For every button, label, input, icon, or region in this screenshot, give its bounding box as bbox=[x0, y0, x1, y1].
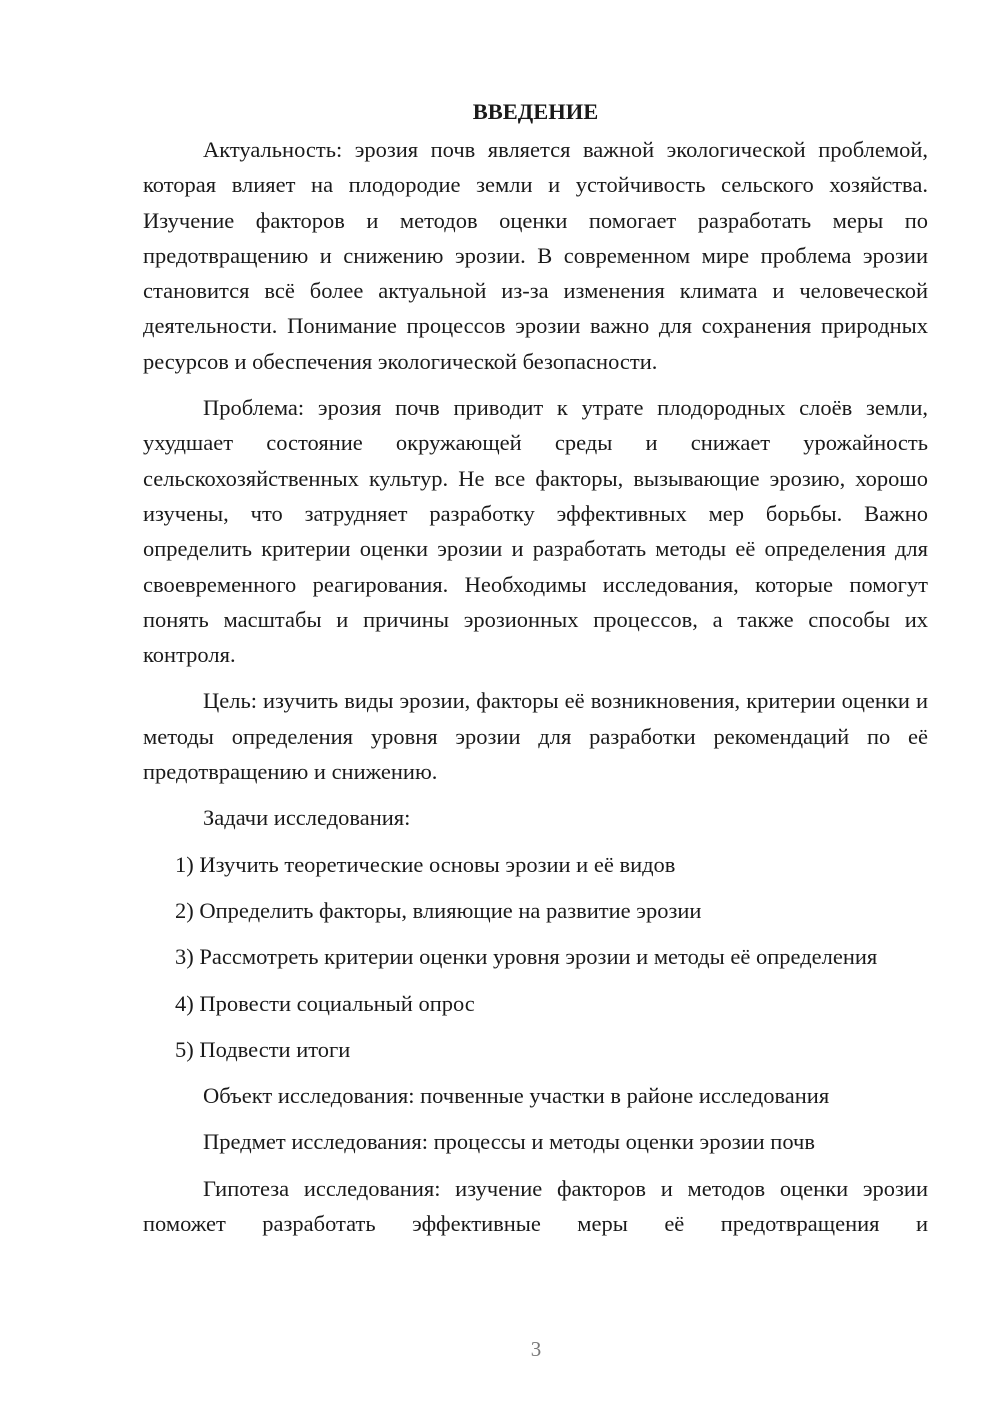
relevance-paragraph: Актуальность: эрозия почв является важной экологической проблемой, которая влияет на плодородие земли и устойчивость сельского хозяйства. Изучение факторов и методов оценки помогает разработать меры по предотвращению и снижению эрозии. В современном мире проблема эрозии становится всё более актуальной из-за изменения климата и человеческой деятельности. Понимание процессов эрозии важно для сохранения природных ресурсов и обеспечения экологической безопасности. bbox=[143, 137, 928, 374]
task-item: 3) Рассмотреть критерии оценки уровня эрозии и методы её определения bbox=[175, 944, 878, 970]
task-item: 2) Определить факторы, влияющие на развитие эрозии bbox=[175, 897, 702, 923]
task-item: 4) Провести социальный опрос bbox=[175, 990, 475, 1016]
task-item: 1) Изучить теоретические основы эрозии и её видов bbox=[175, 851, 676, 877]
tasks-heading: Задачи исследования: bbox=[203, 805, 411, 831]
goal-paragraph: Цель: изучить виды эрозии, факторы её возникновения, критерии оценки и методы определения уровня эрозии для разработки рекомендаций по её предотвращению и снижению. bbox=[143, 688, 928, 785]
task-item: 5) Подвести итоги bbox=[175, 1036, 351, 1062]
research-hypothesis: Гипотеза исследования: изучение факторов и методов оценки эрозии поможет разработать эффективные меры её предотвращения и bbox=[143, 1175, 928, 1237]
research-subject: Предмет исследования: процессы и методы оценки эрозии почв bbox=[203, 1129, 815, 1155]
research-object: Объект исследования: почвенные участки в районе исследования bbox=[203, 1083, 830, 1109]
problem-paragraph: Проблема: эрозия почв приводит к утрате плодородных слоёв земли, ухудшает состояние окружающей среды и снижает урожайность сельскохозяйственных культур. Не все факторы, вызывающие эрозию, хорошо изучены, что затрудняет разработку эффективных мер борьбы. Важно определить критерии оценки эрозии и разработать методы её определения для своевременного реагирования. Необходимы исследования, которые помогут понять масштабы и причины эрозионных процессов, а также способы их контроля. bbox=[143, 395, 928, 668]
page-content bbox=[143, 94, 928, 1241]
section-title: ВВЕДЕНИЕ bbox=[472, 99, 599, 124]
page-number: 3 bbox=[530, 1337, 542, 1361]
